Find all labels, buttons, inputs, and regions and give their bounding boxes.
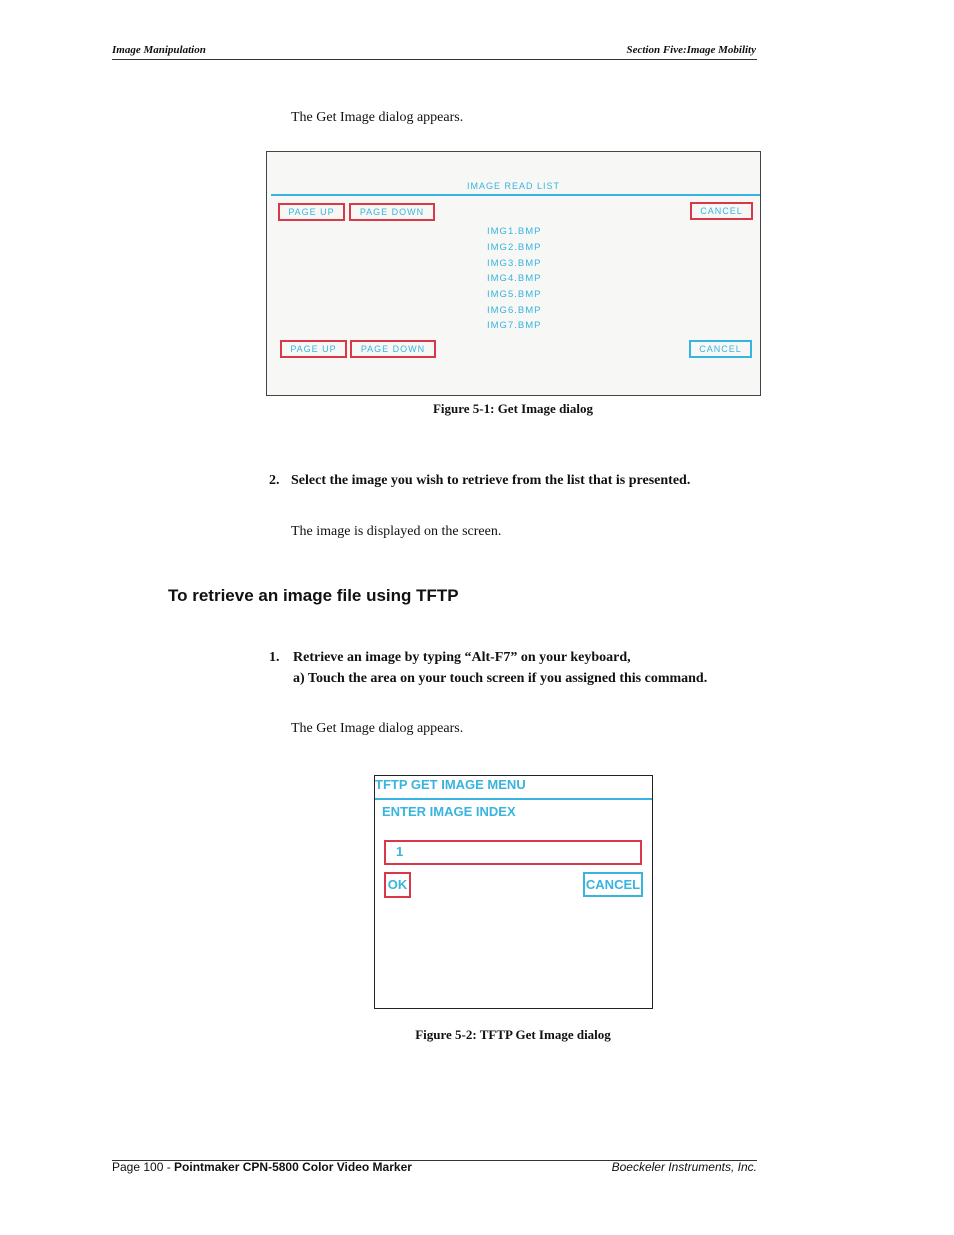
header-right: Section Five:Image Mobility (626, 44, 756, 56)
cancel-button[interactable]: CANCEL (583, 872, 643, 897)
list-item[interactable]: IMG5.BMP (487, 289, 542, 300)
step-text: Select the image you wish to retrieve from the list that is presented. (291, 473, 691, 488)
footer-left (112, 1160, 412, 1174)
title-divider (375, 798, 652, 800)
figure-get-image-dialog (266, 151, 761, 396)
tftp-menu-title: TFTP GET IMAGE MENU (375, 777, 526, 792)
title-divider (271, 194, 760, 196)
paragraph-image-displayed: The image is displayed on the screen. (291, 524, 502, 539)
list-item[interactable]: IMG1.BMP (487, 226, 542, 237)
footer-product-name: Pointmaker CPN-5800 Color Video Marker (174, 1160, 412, 1174)
ok-button[interactable]: OK (384, 872, 411, 898)
page-down-button-top[interactable]: PAGE DOWN (349, 203, 435, 221)
page-down-button-bottom[interactable]: PAGE DOWN (350, 340, 436, 358)
image-index-value: 1 (396, 844, 405, 859)
image-read-list-title: IMAGE READ LIST (466, 181, 561, 191)
cancel-button-top[interactable]: CANCEL (690, 202, 753, 220)
page-up-button-top[interactable]: PAGE UP (278, 203, 345, 221)
image-index-input[interactable] (384, 840, 642, 865)
list-item[interactable]: IMG3.BMP (487, 258, 542, 269)
page-up-button-bottom[interactable]: PAGE UP (280, 340, 347, 358)
figure-tftp-get-image-dialog (374, 775, 653, 1009)
step-number: 1. (269, 650, 280, 665)
header-rule (112, 59, 757, 60)
section-heading: To retrieve an image file using TFTP (168, 586, 459, 605)
figure-caption-5-2: Figure 5-2: TFTP Get Image dialog (415, 1027, 611, 1042)
paragraph-get-image-appears-2: The Get Image dialog appears. (291, 721, 464, 736)
list-item[interactable]: IMG2.BMP (487, 242, 542, 253)
figure-caption-5-1: Figure 5-1: Get Image dialog (432, 401, 594, 416)
list-item[interactable]: IMG7.BMP (487, 320, 542, 331)
list-item[interactable]: IMG6.BMP (487, 305, 542, 316)
header-left: Image Manipulation (112, 44, 206, 56)
step-text-line1: Retrieve an image by typing “Alt-F7” on your keyboard, (293, 650, 631, 665)
enter-index-label: ENTER IMAGE INDEX (382, 804, 516, 819)
list-item[interactable]: IMG4.BMP (487, 273, 542, 284)
footer-page-number: Page 100 - (112, 1160, 175, 1174)
step-text-line2: a) Touch the area on your touch screen if you assigned this command. (293, 671, 708, 686)
footer-company: Boeckeler Instruments, Inc. (611, 1160, 757, 1174)
cancel-button-bottom[interactable]: CANCEL (689, 340, 752, 358)
step-number: 2. (269, 473, 280, 488)
paragraph-get-image-appears: The Get Image dialog appears. (291, 110, 464, 125)
